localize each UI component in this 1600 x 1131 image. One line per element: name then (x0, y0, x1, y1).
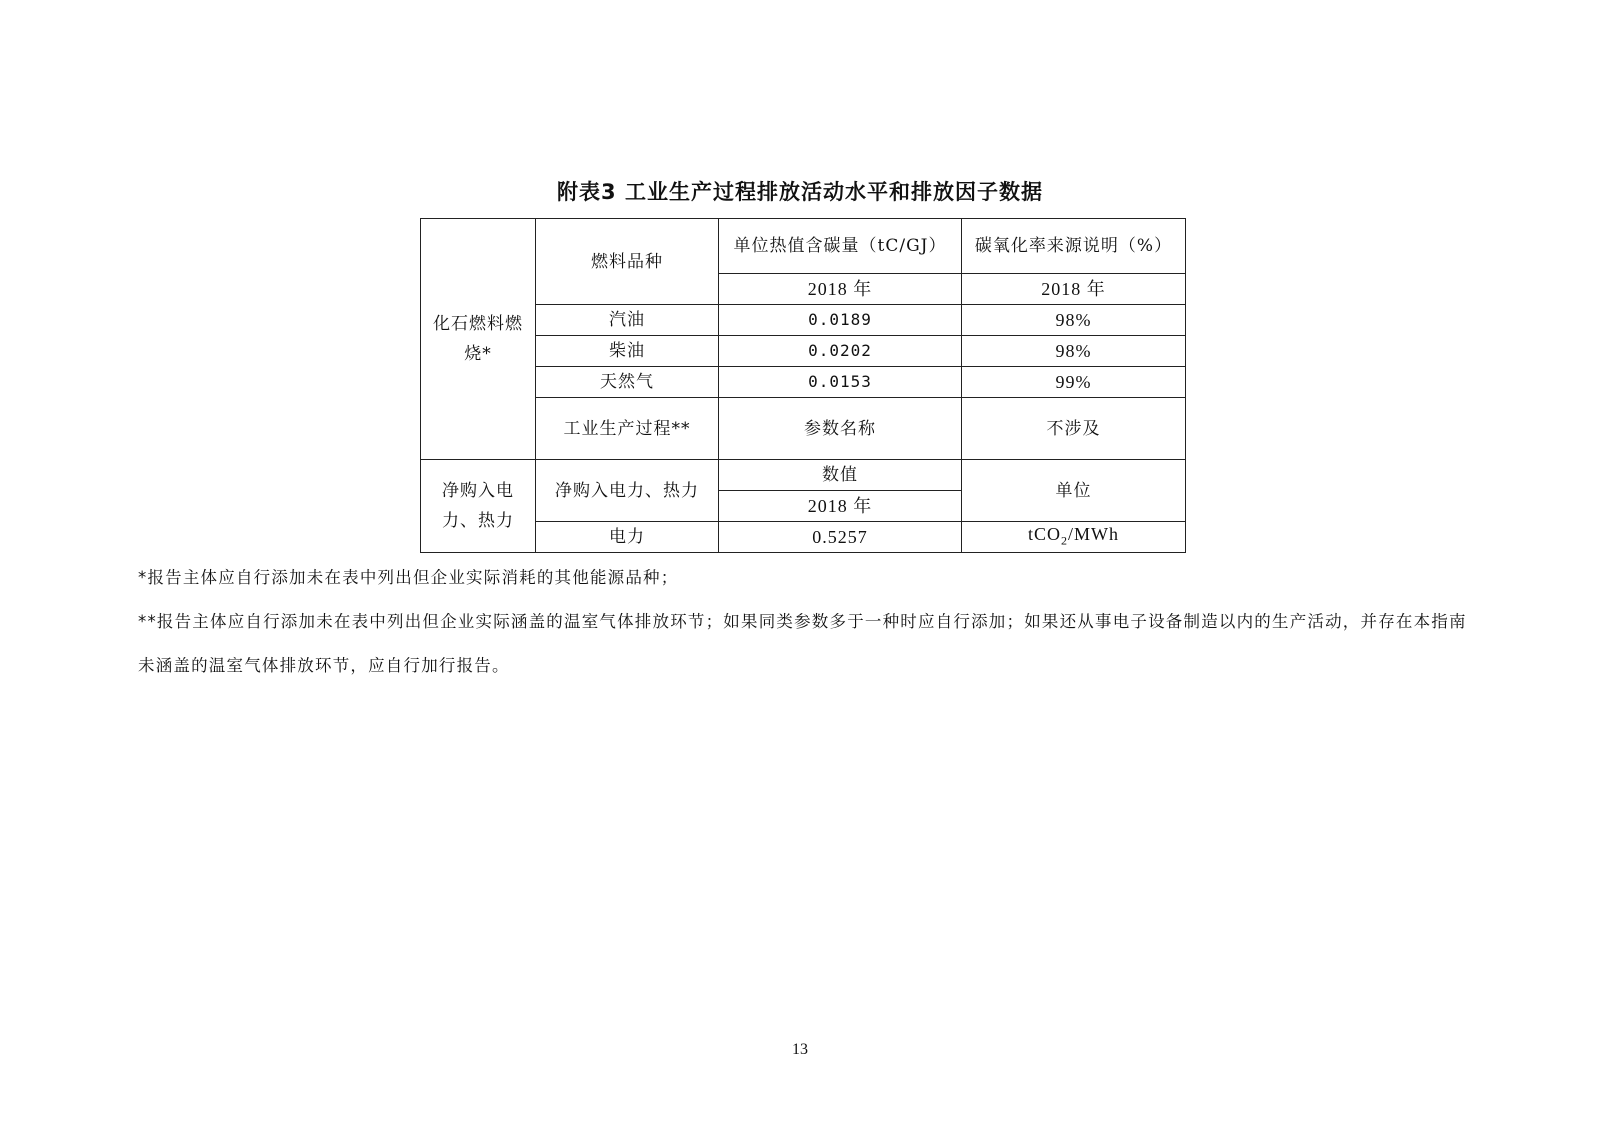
param-name-header: 参数名称 (719, 398, 962, 460)
year-cell: 2018 年 (719, 491, 962, 522)
purchased-energy-header: 净购入电力、热力 (536, 460, 719, 522)
year-cell: 2018 年 (719, 274, 962, 305)
fuel-type-header: 燃料品种 (536, 219, 719, 305)
table-row (421, 367, 1186, 398)
section-label-industrial-process: 工业生产过程** (536, 398, 719, 460)
value-header: 数值 (719, 460, 962, 491)
page-number: 13 (792, 1041, 808, 1058)
oxidation-value: 99% (962, 367, 1186, 398)
not-applicable-cell: 不涉及 (962, 398, 1186, 460)
oxidation-rate-header: 碳氧化率来源说明（%） (962, 219, 1186, 274)
electricity-value: 0.5257 (719, 522, 962, 553)
fuel-name: 柴油 (536, 336, 719, 367)
year-cell: 2018 年 (962, 274, 1186, 305)
table-row (421, 522, 1186, 553)
section-label-fossil-fuel: 化石燃料燃烧* (421, 219, 536, 460)
section-label-purchased-energy: 净购入电力、热力 (421, 460, 536, 553)
electricity-label: 电力 (536, 522, 719, 553)
carbon-value: 0.0153 (719, 367, 962, 398)
emission-data-table (420, 218, 1186, 553)
unit-header: 单位 (962, 460, 1186, 522)
carbon-value: 0.0202 (719, 336, 962, 367)
electricity-unit: tCO$_2$/MWh (962, 522, 1186, 553)
table-row (421, 336, 1186, 367)
footnote-2: **报告主体应自行添加未在表中列出但企业实际涵盖的温室气体排放环节；如果同类参数多于一种时应自行添加；如果还从事电子设备制造以内的生产活动，并存在本指南未涵盖的温室气体排放环节，应自行加行报告。 (138, 612, 1467, 675)
fuel-name: 汽油 (536, 305, 719, 336)
table-row (421, 305, 1186, 336)
table-title: 附表3 工业生产过程排放活动水平和排放因子数据 (557, 180, 1043, 204)
oxidation-value: 98% (962, 305, 1186, 336)
footnote-1: *报告主体应自行添加未在表中列出但企业实际消耗的其他能源品种； (138, 568, 679, 587)
carbon-content-header: 单位热值含碳量（tC/GJ） (719, 219, 962, 274)
carbon-value: 0.0189 (719, 305, 962, 336)
oxidation-value: 98% (962, 336, 1186, 367)
fuel-name: 天然气 (536, 367, 719, 398)
